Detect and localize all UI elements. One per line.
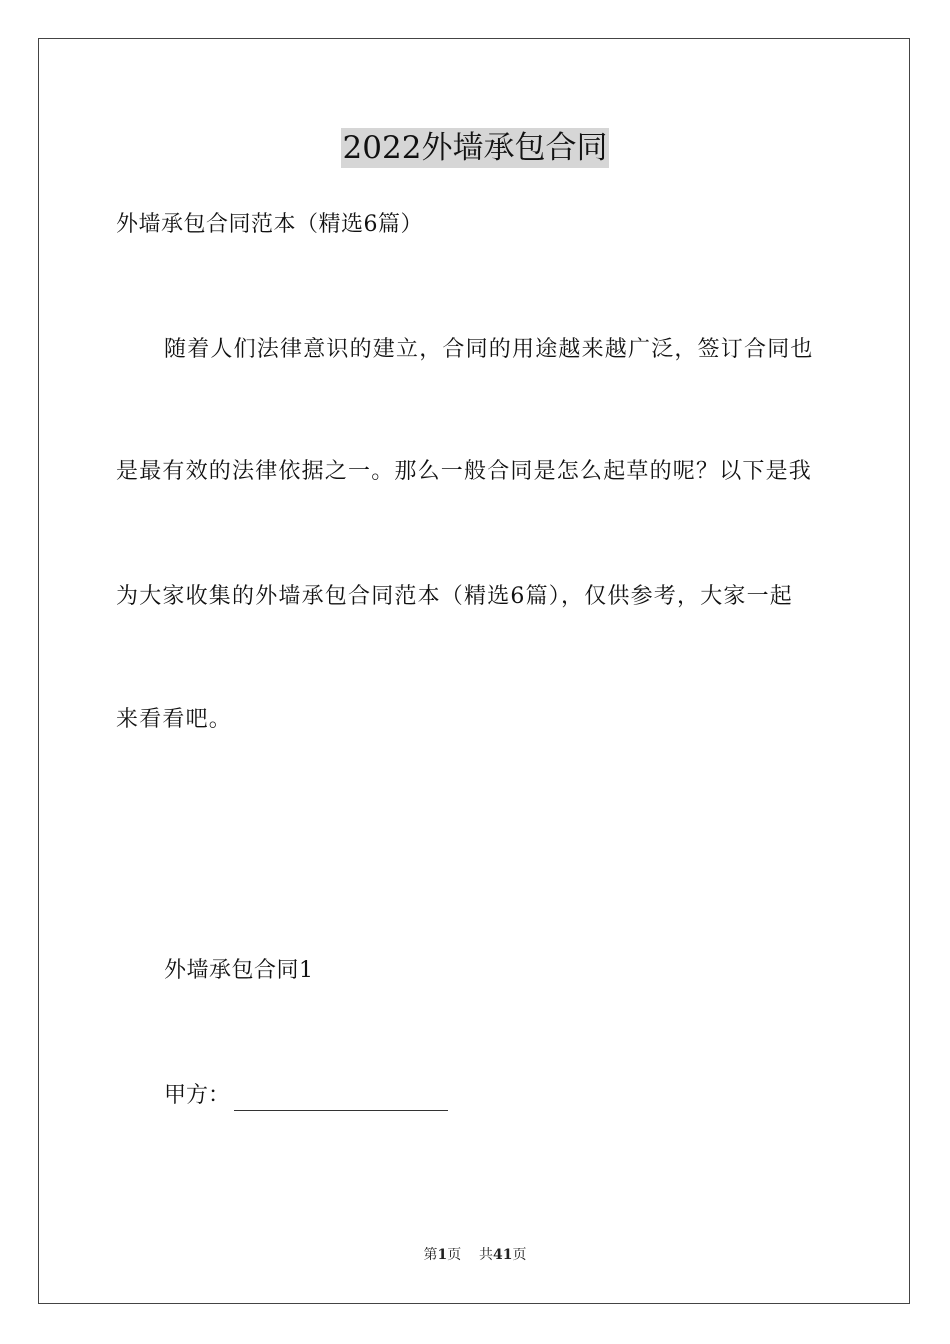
footer-page-prefix: 第 — [423, 1247, 438, 1263]
footer-page-suffix: 页 — [447, 1247, 462, 1263]
document-title: 2022外墙承包合同 — [342, 130, 608, 166]
footer-total-suffix: 页 — [512, 1247, 527, 1263]
party-a-label: 甲方： — [164, 1083, 231, 1108]
intro-line-1: 随着人们法律意识的建立，合同的用途越来越广泛，签订合同也 — [164, 337, 814, 362]
page-footer — [0, 1245, 950, 1265]
footer-total-prefix: 共 — [479, 1247, 494, 1263]
footer-page-number: 1 — [437, 1247, 448, 1263]
title-container — [0, 128, 950, 168]
document-subtitle: 外墙承包合同范本（精选6篇） — [116, 212, 423, 237]
party-a-blank-line — [234, 1086, 448, 1111]
intro-line-4: 来看看吧。 — [116, 707, 233, 732]
party-a-row — [164, 1081, 448, 1111]
footer-total-pages: 41 — [493, 1247, 513, 1263]
section-heading: 外墙承包合同1 — [164, 958, 314, 983]
intro-line-2: 是最有效的法律依据之一。那么一般合同是怎么起草的呢？以下是我 — [116, 459, 813, 484]
intro-line-3: 为大家收集的外墙承包合同范本（精选6篇），仅供参考，大家一起 — [116, 584, 793, 609]
